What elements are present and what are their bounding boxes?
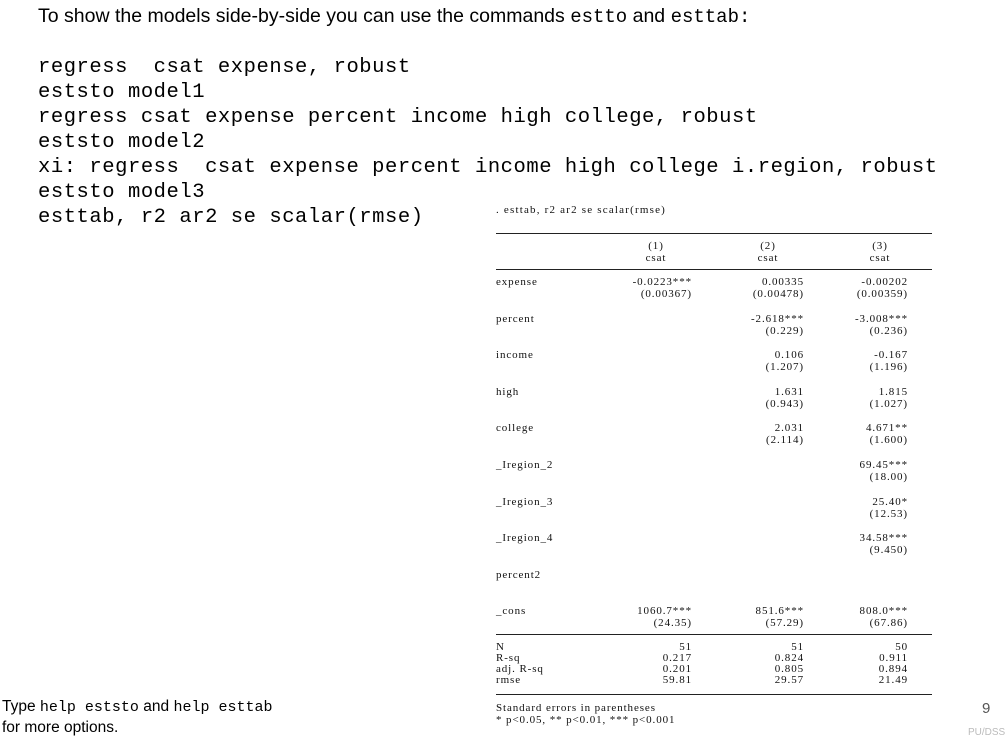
intro-colon: : — [739, 6, 751, 28]
coef-cell: -2.618*** — [750, 312, 804, 325]
table-bottom-rule — [496, 694, 932, 695]
coef-cell: 1.815 — [878, 385, 908, 398]
coef-cell: -0.0223*** — [632, 276, 692, 288]
se-cell: (12.53) — [869, 507, 908, 520]
footer-and: and — [138, 698, 174, 715]
stat-label: adj. R-sq — [496, 663, 544, 675]
esttab-output — [496, 200, 936, 735]
esttab-command: . esttab, r2 ar2 se scalar(rmse) — [496, 204, 667, 216]
column-number: (1) — [648, 240, 664, 252]
stat-value: 50 — [895, 641, 908, 653]
code-line: esttab, r2 ar2 se scalar(rmse) — [38, 206, 424, 229]
code-line: regress csat expense, robust — [38, 56, 411, 79]
row-label: income — [496, 349, 534, 362]
stat-value: 51 — [791, 641, 804, 653]
table-top-rule — [496, 233, 932, 234]
row-label: expense — [496, 276, 538, 288]
stat-value: 59.81 — [662, 674, 692, 686]
row-label: _Iregion_4 — [496, 532, 554, 545]
stat-value: 0.911 — [879, 652, 908, 664]
column-depvar: csat — [645, 252, 667, 264]
coef-cell: 0.106 — [774, 349, 804, 362]
se-cell: (0.943) — [765, 397, 804, 410]
code-line: xi: regress csat expense percent income high college i.region, robust — [38, 156, 938, 179]
page-number: 9 — [982, 700, 991, 717]
code-line: eststo model3 — [38, 181, 206, 204]
se-cell: (0.00367) — [640, 288, 692, 300]
coef-cell: -0.167 — [874, 349, 908, 362]
se-cell: (18.00) — [869, 471, 908, 483]
column-depvar: csat — [869, 252, 891, 264]
footer-cmd-help-esttab: help esttab — [173, 699, 273, 716]
se-cell: (57.29) — [765, 617, 804, 630]
se-cell: (1.196) — [869, 361, 908, 374]
row-label: college — [496, 422, 535, 435]
stat-label: R-sq — [496, 652, 521, 664]
stat-label: N — [496, 641, 505, 653]
coef-cell: -0.00202 — [861, 276, 908, 288]
stat-value: 0.894 — [878, 663, 908, 675]
coef-cell: 0.00335 — [761, 276, 804, 288]
coef-cell: 1060.7*** — [637, 605, 692, 618]
row-label: _cons — [496, 605, 527, 618]
code-line: eststo model1 — [38, 81, 206, 104]
footer-line2: for more options. — [2, 719, 119, 736]
row-label: high — [496, 385, 520, 398]
se-cell: (9.450) — [869, 544, 908, 557]
se-cell: (1.600) — [869, 434, 908, 447]
stat-value: 0.217 — [662, 652, 692, 664]
row-label: _Iregion_3 — [496, 495, 554, 508]
se-cell: (24.35) — [653, 617, 692, 630]
table-header-rule — [496, 269, 932, 270]
table-stats-rule — [496, 634, 932, 635]
se-cell: (0.236) — [869, 324, 908, 337]
se-cell: (2.114) — [766, 434, 804, 447]
intro-cmd-estto: estto — [570, 6, 628, 28]
coef-cell: 1.631 — [774, 385, 804, 398]
row-label: percent2 — [496, 568, 542, 581]
coef-cell: -3.008*** — [854, 312, 908, 325]
column-number: (3) — [872, 240, 888, 252]
stat-value: 29.57 — [774, 674, 804, 686]
column-number: (2) — [760, 240, 776, 252]
se-cell: (1.207) — [765, 361, 804, 374]
intro-and: and — [627, 5, 671, 27]
row-label: percent — [496, 312, 535, 325]
coef-cell: 808.0*** — [859, 605, 908, 618]
intro-text — [38, 5, 750, 28]
coef-cell: 851.6*** — [755, 605, 804, 618]
coef-cell: 34.58*** — [859, 532, 908, 545]
stat-value: 21.49 — [878, 674, 908, 686]
coef-cell: 69.45*** — [859, 459, 908, 471]
se-cell: (0.00359) — [856, 288, 908, 300]
se-cell: (0.00478) — [752, 288, 804, 300]
stat-value: 0.201 — [662, 663, 692, 675]
stat-value: 51 — [679, 641, 692, 653]
footnote-significance: * p<0.05, ** p<0.01, *** p<0.001 — [496, 714, 676, 726]
footnote-se: Standard errors in parentheses — [496, 702, 656, 714]
coef-cell: 25.40* — [872, 495, 908, 508]
se-cell: (1.027) — [869, 397, 908, 410]
column-depvar: csat — [757, 252, 779, 264]
stat-label: rmse — [496, 674, 521, 686]
footer-help-text — [2, 697, 272, 738]
code-line: eststo model2 — [38, 131, 206, 154]
coef-cell: 4.671** — [865, 422, 908, 435]
se-cell: (67.86) — [869, 617, 908, 630]
page-footer: PU/DSS — [968, 727, 1005, 738]
se-cell: (0.229) — [765, 324, 804, 337]
stat-value: 0.805 — [774, 663, 804, 675]
row-label: _Iregion_2 — [496, 459, 554, 471]
intro-sentence: To show the models side-by-side you can use the commands — [38, 5, 571, 27]
code-line: regress csat expense percent income high college, robust — [38, 106, 758, 129]
footer-type: Type — [2, 698, 40, 715]
coef-cell: 2.031 — [774, 422, 804, 435]
footer-cmd-help-eststo: help eststo — [39, 699, 139, 716]
intro-cmd-esttab: esttab — [670, 6, 739, 28]
stat-value: 0.824 — [774, 652, 804, 664]
